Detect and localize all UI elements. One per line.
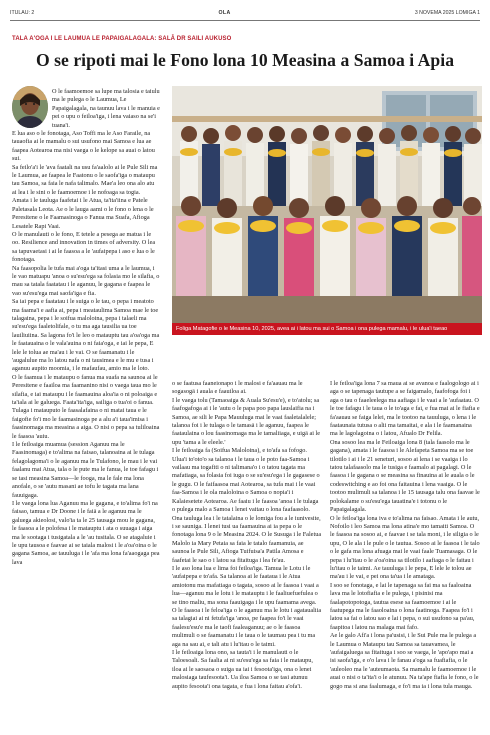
paragraph: Sa feilo'a'i le 'ava faatali na usu fa'aalolo ai le Pule Sili ma le Laumua, ae faapea le Faatonu o le saofa'iga o mataupu tau Samoa, sa faia le nafa talimalo. Mae'a leo ona alo atu ai lea i le sini o le faamoemoe i le nofoaga sa togia.	[12, 163, 158, 196]
paragraph: I soo se fonotaga, e lai le tapenaga sa fai ma sa faaloaina lava ma le lotofiafia e le pulega, i pisinisi ma faalapotopotoga, tautua esese sa faamoemoe i ai le faatupega ma le faaoloaina o lona faatinoga. Faapea fo'i i latou sa fai o latou sao e lai i pepa, o sui usufono sa pa'au, faapitoa i latou na malaga mai fafo.	[330, 581, 475, 631]
article-column-1	[12, 88, 160, 567]
paragraph: E lua aso o le fonotaga, Aso Toffi ma le Aso Faraile, na tauaofia ai le mamalu o sui usufono mai Samoa e lua ae faapea Aotearoa ma nisi vaega o le kelope sa auai o latou sui.	[12, 130, 155, 163]
paragraph: Ona tauluga lea i le tatalaina o le lomiga fou a le iunivesite, i se sauniga. I lenei tusi ua faamauina ai ia pepa o le fonotaga lona 9 o le Measina 2024. O le Susuga i le Faletua Malolo ia Mary Petaia sa faia le tatalo faamanuia, ae saunoa le Pule Sili, Afioga Tuifuisa'a Patila Amosa e faafetai le sao o i latou sa fitaituga i lea fe'au.	[172, 514, 322, 564]
paragraph: I le feiloaiga muamua (session Aganuu ma le Faasinomaga) e to'alima na faisao, talanoaina ai le tulaga felagolagoma'i o le aganuu ma le Tulafono, le mau i le vai faalanu mai Atua, tala o le pute ma le fanua, le toe fafagu i se tasi measina Samoa—le fooga, ma le fale ma lona anofale, o se 'autu masani ae tofu le tagata ma lana fauuigaga.	[12, 441, 159, 499]
paragraph: O le faamua i le mataupu o fanua ma suafa na saunoa ai le Peresitene e faailoa ma faamanino nisi o vaega taua mo le silafia, e iai mataupu i le faamauina aloa'ia o ni poloaiga e ta'iala ai le galuega. Faata'ita'iga, sailiga o tua'oi o fanua. Tulaga i matauputo le faasalafaina o ni matai taua e le faigofie fo'i mo le faamasinoga pe a alu a'i taua'imisa i faasinomaga ma measina a aiga. O nisi o pepa sa tuliloaina le faasoa 'auiu.	[12, 373, 160, 440]
header-divider	[10, 20, 480, 21]
issue-date: 3 NOVEMA 2025 LOMIGA 1	[414, 10, 480, 16]
paragraph: Na faasopolia le tufa mai a'oga ta'itasi uma a le laumua, i le vao matuapu 'anoa o su'esu'ega sa folasia mo le silafia, o mau sa tatala faatatau i le aganuu, le gagana e faapea le vao su'esu'ega mai saofa'iga e fia.	[12, 264, 160, 297]
running-header	[10, 8, 480, 18]
paragraph: I le feiloaiga fa (Soifua Maloloina), e to'afa sa fofogo. Ulua'i to'oto'o sa talanoa i le taua o le poto faa-Samoa i vailaau ma togafiti o ni talimana'o i o tatou tagata ma mafatiaga, sa folasia foi iuga o se su'esu'ega i le gagasese o le gugu. O le faifaasoa mai Aotearoa, sa tufa mai i le vaai faa-Samoa i le ola maloloina o Samoa o nopia'i i Kalaiesetete Aotearoa. Ae faaiu i le faasoa 'anoa i le tulaga o pulega malo a Samoa i lenei vaitau o lona faafaasolo.	[172, 447, 320, 514]
paragraph: O le faamoemoe sa lupe ma talosia e taiulu ma le pulega o le Laumua, Le Papaigalagala, na taunuu lava i le manuia e pei o upu o feiloa'iga, i lena vaiaso na se'i tuana'i.	[52, 88, 160, 129]
article-column-3	[330, 380, 480, 691]
article-column-2	[172, 380, 322, 691]
paragraph: Ae le galo Afi'a i lona pa'usisi, i le Sui Pule ma le pulega a le Laumua o Mataupu tau Samoa sa tauavamea, le 'aufaigaluega sa fitaituga i soo se vaega, le 'apo'apo mai a isi saofa'iga, e o'o lava i le fanau a'oga sa fuafiafia, o le 'auleoleo ma le 'auteumaota. Sa mamalu le faamoemoe i le auai o nisi o ta'ita'i o le atunuu. Na ta'ape fiafia le fono, o le gogo ma si ana faalumaga, e fo'i ma ia i lona tula mauga.	[330, 632, 479, 690]
paragraph: I le vaega lona lua Aganuu ma le gagana, e to'alima fo'i na faisao, tamua e Dr Doone i le faiā a le aganuu ma le galuega akieolosi, valo'ia ta le 25 tausaga mou le gagana, le faasoa a le polofesa i le matauptu i ata o suuaga i aiga ma le sootaga i tusigatala a le 'au tusitala. O se atagaluie i le upu tausoa e faavae ai se taiala malosi i le a'oa'oina o le gagana Samoa, ae tauuluga i le 'afa ma lona fa'aaogaga pea lava	[12, 499, 160, 566]
paragraph: Amata i le tauluga faafetai i le Atua, ta'ita'iina e Patele Paletasala Leota. Ae o le lauga aami o le fono o lena o le Peresitene o le Faamasinoga o Fanua ma Suafa, Afioga Lesatele Rapi Vaai.	[12, 197, 154, 230]
paragraph: Sa iai pepa e faatatau i le suiga o le tau, o pepa i meatoto ma faama'i e aafia ai, pepa i meataulima Samoa mae le toe talagaina, pepa i le soifua maloloina, pepa i talaeli ma su'esu'ega faaletolifale, o tu ma aga tausilia ua toe lauiliuiina. Sa lagona fo'i le leo o matauptu tau a'oa'oga ma le faatauaina o le vala'auina o ni faia'oga, e iai le pepa, E lele le tolua ae ma'au i le vai. O se faamanatu i le 'augalulue ma lo latou nafa o ni tausimea e le mu e tusa i aganuu aupito moomia, i le mafaufau, amio ma le loto.	[12, 298, 160, 373]
paragraph: Ona sosoo lea ma le Feiloaiga lona 8 (tala faasolo ma le gagana), amata i le faasoa i le Alefapeta Samoa ma se toe tilotilo i ai i le 21 seneturi, sosoo ai lena i se vaaiga i lo tatou talafaasolo ma le tusiga e faamalo ai pagalagi. O le faasoa i le gagana o se measina sa finauina ai le auala o le codeswitching e ao foi ona faitauina i lena vaaiga. O le tootoo mulimuli sa talanoa i le 15 tausaga talu ona faavae le polokalame o su'esu'ega tauatina'e i totonu o le Papaigalagala.	[330, 438, 480, 514]
paragraph: I le feiloaiga lona ono, sa tauta'i i le manulauti o le Taloesoali. Sa faalia ai ni su'esu'ega sa faia i le mataupu, iloa ai le saosaoa o suiga ua iai i fesoota'iga, ona o lenei malosiaga taufesoota'i. Ua iloa Samoa o se tasi atunuu aupito fesoota'i ona tagata, e fua i lona faitau a'ofa'i.	[172, 649, 313, 690]
section-logo: OLA	[218, 10, 231, 16]
paragraph: O le feiloa'iga lona iva e to'alima na faisao. Amata i le autu, Nofoilo i leo Samoa ma lona atina'e mo tamaiti Samoa. O le faasoa na sosoo ai, e faavae i se tala moni, i le siligia o le upu, O le ala i le pule o le tautua. Sosoo ai le faasoa i le talo o le gafa ma lona afuaga mai le vaai faale Tuamasaga. O le pepa i lu'itau o le a'oa'oina sa tilotilo i aafiaga o le faitau i lu'itau o le taimi. Ae tauuluga i le pepa, E lele le tolou ae ma'au i le vai, e pei ona ta'ua i le amataga.	[330, 514, 480, 581]
article-kicker: TALA A'OGA I LE LAUMUA LE PAPAIGALAGALA: SALĀ DR SAILI AUKUSO	[12, 36, 232, 42]
paragraph: I le aso lona lua e lima foi feiloa'iga. Tamua le Lotu i le 'aufaipepa e to'afa. Sa talanoa ai le faataua i le Atua amiotonu ma mafatiaga o tagata, sosoo ai le faasoa i vaai a lua—aganuu ma le lotu i le matauptu i le faaliuefuefulea o se tino maliu, ma sona faauigaga i le upu faamama avega. O le faasoa i le feloa'iga o le aganuu ma le lotu i agataualiia sa talagiai ai ni fetufa'iga 'anoa, pe faapea fo'i le vaai faalesu'esu'e ma le taofi faaleaganuu; ae o le faasoa mulimuli o se faamanatu i le taua o le taumau pea i tu ma aga na sau ai, e tali atu i lu'itau o le taimi.	[172, 564, 322, 648]
page-number: ITULAU: 2	[10, 10, 35, 16]
paragraph: o se faatusa faaneionapo i le malosi e fa'aauau ma le sogasogā i auala e faauiloa ai.	[172, 380, 303, 396]
paragraph: I le feiloa'iga lona 7 sa maua ai se avanoa e faalogologo ai i aga o se tapenaga tautupe a se faigamalo, faafofoga foi i aga o tau o faaeleelega ma aafiaga i le vaai a le 'aufaatau. O le toe fafagu i le taua o le to'aga e fai, e fua mai ai le fiafia e fa'aauau se faiga lelei, ma le tootoo na tauuluga, o lena i le faataunaia tutusa o alii ma tamaitai, e ala i le faamanaina ma le lagolagoina o i latou, Afualo Dr Felila.	[330, 380, 480, 438]
paragraph: I le vaega tolu (Tamaoaiga & Auala Su'esu'e), e to'atolu; sa faafogafoga ai i le 'autu o le papa poo papa lauslaifia na i Samoa, ae sili le Papa Mauuluga mai le vaai faaletalalele; talanoa foi i le tulaga o le tamasā i le aganuu, faapea le faataulaina o lou faasinomaga ma le tamaliiaga, e uigā ai le upu 'tama a le eleele.'	[172, 396, 321, 446]
group-photo	[172, 86, 482, 323]
paragraph: O le manulauti o le fono, E tetele a pesega ae matua i le oo. Resilience and innovation in times of adversity. O lea sa tapuvaetasi i ai le faasoa a le 'aufaipepa i aso e lua o le fonotaga.	[12, 230, 156, 264]
photo-caption: Foliga Matagofie o le Measina 10, 2025, avea ai i latou ma sui o Samoa i ona pulega mamalu, i le ulua'i taeao	[172, 323, 482, 335]
article-headline: O se ripoti mai le Fono lona 10 Measina a Samoa i Apia	[35, 50, 455, 70]
